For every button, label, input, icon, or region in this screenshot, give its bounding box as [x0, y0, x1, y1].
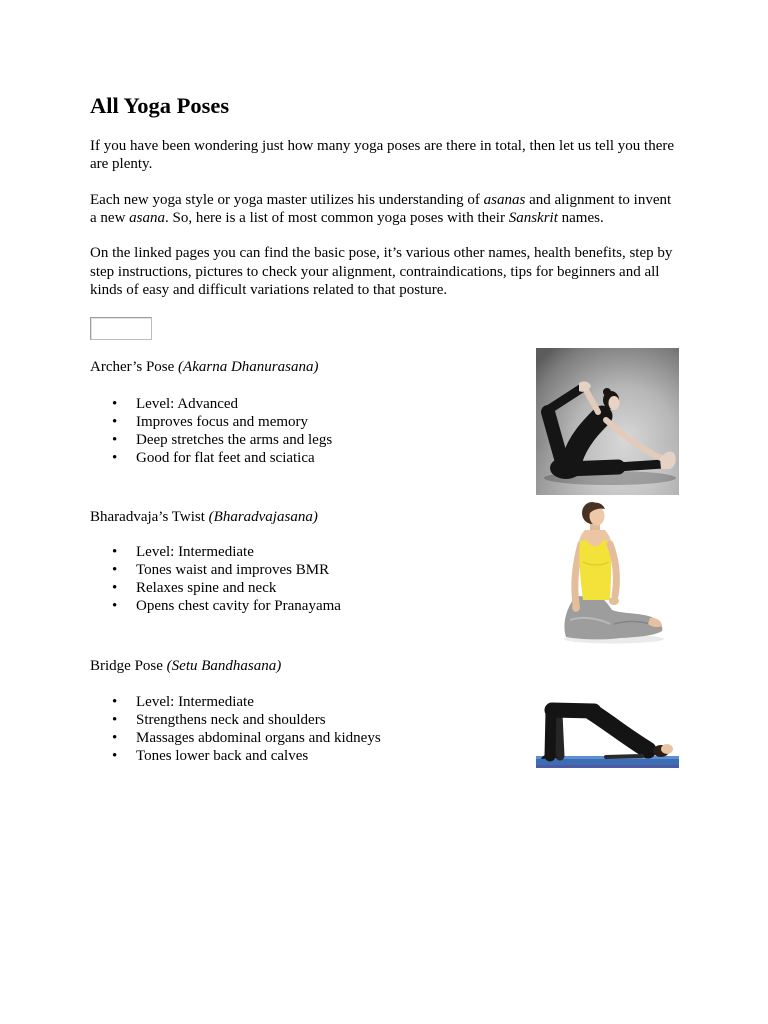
- list-item-text: Good for flat feet and sciatica: [136, 450, 315, 466]
- list-item: [90, 597, 510, 615]
- archer-pose-photo: [536, 348, 679, 495]
- bullet-icon: [112, 431, 120, 449]
- pose-name: Archer’s Pose: [90, 359, 175, 375]
- text-segment: and alignment to invent: [525, 192, 672, 208]
- bullet-icon: [112, 395, 120, 413]
- text-line: [90, 209, 690, 227]
- pose-heading: [90, 657, 510, 675]
- text-line: are plenty.: [90, 156, 153, 172]
- list-item-text: Level: Intermediate: [136, 544, 254, 560]
- bridge-pose-illustration: [536, 700, 679, 768]
- intro-paragraph-1: [90, 137, 690, 173]
- pose-benefits-list: [90, 693, 510, 765]
- text-line: If you have been wondering just how many yoga poses are there in total, then let us tell you there: [90, 138, 675, 154]
- list-item: [90, 395, 510, 413]
- list-item: [90, 747, 510, 765]
- pose-sanskrit-name: (Bharadvajasana): [208, 509, 318, 525]
- bridge-pose-photo: [536, 700, 679, 768]
- italic-term: Sanskrit: [508, 210, 558, 226]
- bharadvaja-twist-illustration: [554, 500, 664, 644]
- empty-image-frame: [90, 317, 152, 340]
- list-item: [90, 543, 510, 561]
- text-line: step instructions, pictures to check your alignment, contraindications, tips for beginners and all: [90, 263, 660, 280]
- list-item-text: Massages abdominal organs and kidneys: [136, 730, 381, 746]
- list-item: [90, 413, 510, 431]
- italic-term: asanas: [483, 192, 526, 208]
- text-segment: Each new yoga style or yoga master utilizes his understanding of: [90, 192, 484, 208]
- list-item: [90, 693, 510, 711]
- archer-pose-illustration: [536, 348, 679, 495]
- list-item-text: Relaxes spine and neck: [136, 580, 277, 596]
- pose-name: Bridge Pose: [90, 658, 163, 674]
- list-item: [90, 579, 510, 597]
- bullet-icon: [112, 449, 120, 467]
- italic-term: asana: [129, 210, 165, 226]
- list-item: [90, 711, 510, 729]
- bullet-icon: [112, 597, 120, 615]
- list-item-text: Tones lower back and calves: [136, 748, 309, 764]
- list-item-text: Improves focus and memory: [136, 414, 309, 430]
- text-line: kinds of easy and difficult variations related to that posture.: [90, 282, 448, 298]
- text-segment: . So, here is a list of most common yoga poses with their: [165, 210, 509, 226]
- list-item-text: Deep stretches the arms and legs: [136, 432, 333, 448]
- list-item: [90, 729, 510, 747]
- intro-paragraph-3: [90, 244, 690, 300]
- list-item-text: Tones waist and improves BMR: [136, 562, 330, 578]
- text-segment: a new: [90, 210, 130, 226]
- bullet-icon: [112, 561, 120, 579]
- list-item-text: Strengthens neck and shoulders: [136, 712, 326, 728]
- bullet-icon: [112, 693, 120, 711]
- bullet-icon: [112, 413, 120, 431]
- pose-sanskrit-name: (Setu Bandhasana): [166, 658, 282, 674]
- list-item: [90, 561, 510, 579]
- pose-benefits-list: [90, 395, 510, 467]
- pose-name: Bharadvaja’s Twist: [90, 509, 205, 525]
- bullet-icon: [112, 747, 120, 765]
- pose-heading: [90, 358, 510, 376]
- pose-sanskrit-name: (Akarna Dhanurasana): [178, 359, 319, 375]
- page-title: All Yoga Poses: [90, 93, 230, 118]
- text-line: On the linked pages you can find the basic pose, it’s various other names, health benefits, step by: [90, 245, 673, 261]
- text-segment: names.: [557, 210, 604, 226]
- bullet-icon: [112, 729, 120, 747]
- list-item-text: Opens chest cavity for Pranayama: [136, 598, 341, 614]
- list-item: [90, 449, 510, 467]
- bullet-icon: [112, 579, 120, 597]
- list-item: [90, 431, 510, 449]
- pose-benefits-list: [90, 543, 510, 615]
- pose-heading: [90, 508, 510, 526]
- list-item-text: Level: Intermediate: [136, 694, 254, 710]
- list-item-text: Level: Advanced: [136, 396, 239, 412]
- intro-paragraph-2: [90, 191, 690, 227]
- bullet-icon: [112, 543, 120, 561]
- bharadvaja-twist-photo: [554, 500, 664, 644]
- bullet-icon: [112, 711, 120, 729]
- text-line: [90, 191, 690, 209]
